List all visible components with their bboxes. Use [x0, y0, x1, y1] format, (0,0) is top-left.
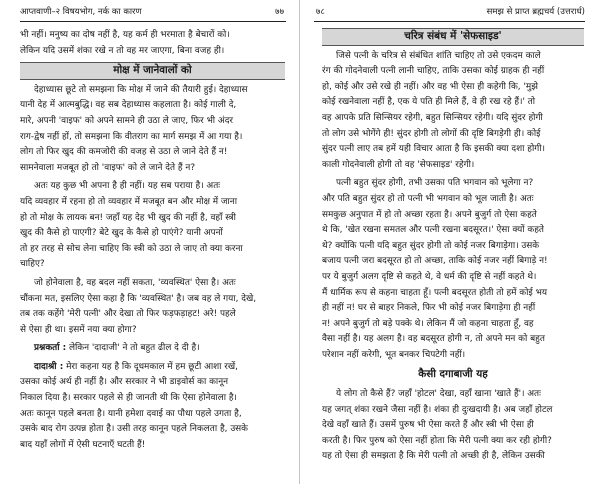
- text-line: लेकिन 'दादाजी' ने तो बहुत ढील दे दी है।: [68, 343, 200, 354]
- text-line: यानी देह में आत्मबुद्धि। वह सब देहाध्यास कहलाता है। कोई गाली दे,: [20, 100, 237, 111]
- left-body: [20, 28, 285, 453]
- text-line: अतः यह कुछ भी अपना है ही नहीं। यह सब पराया है। अतः: [34, 181, 221, 192]
- text-line: वह आपके प्रति सिन्सियर रहेगी, बहुत सिन्सियर रहेगी। यदि सुंदर होगी: [322, 112, 543, 123]
- text-line: तब तक कहेंगे 'मेरी पत्नी' और देखा तो फिर फड़फड़ाहट! अरे! पहले: [20, 309, 236, 320]
- text-line: पर ये बुजुर्ग अलग दृष्टि से कहते थे, वे धर्म की दृष्टि से नहीं कहते थे।: [322, 271, 537, 282]
- right-header-rule: [314, 21, 585, 22]
- dadashri-label: दादाश्री :: [34, 361, 64, 372]
- text-line: मारे, अपनी 'वाइफ' को अपने सामने ही उठा ले जाए, फिर भी अंदर: [20, 115, 234, 126]
- paragraph: [20, 276, 285, 338]
- section-heading: चरित्र संबंध में 'सेफसाइड': [322, 28, 584, 46]
- right-body: [322, 28, 584, 465]
- paragraph: [322, 387, 584, 465]
- text-line: चाहिए?: [20, 259, 45, 270]
- text-line: यह तो ऐसा ही समझता है कि मेरी पत्नी तो अच्छी ही है, लेकिन उसकी: [322, 451, 545, 462]
- text-line: बाद यहाँ लोगों में ऐसी घटनाएँ घटती हैं!: [20, 439, 146, 450]
- paragraph: [322, 49, 584, 174]
- text-line: परेशान नहीं करेगी, भूत बनकर चिपटेगी नहीं।: [322, 349, 466, 360]
- text-line: सुंदर पत्नी लाए तब हमें यही विचार आता है कि इसकी क्या दशा होगी।: [322, 144, 545, 155]
- text-line: खुद की कैसे हो पाएगी? बेटे खुद के कैसे हो पाएंगे? यानी अपनों: [20, 228, 223, 239]
- text-line: से ऐसा ही था। इसमें नया क्या होगा?: [20, 324, 137, 335]
- text-line: तो हर तरह से सोच लेना चाहिए कि स्त्री को उठा ले जाए तो क्या करना: [20, 243, 243, 254]
- questioner-label: प्रश्नकर्ता :: [34, 343, 67, 354]
- text-line: रंग की गोदनेवाली पत्नी लानी चाहिए, ताकि उसका कोई ग्राहक ही नहीं: [322, 66, 545, 77]
- text-line: जो होनेवाला है, वह बदल नहीं सकता, 'व्यवस्थित' ऐसा है। अतः: [34, 277, 236, 288]
- text-line: पत्नी बहुत सुंदर होगी, तभी उसका पति भगवान को भूलेगा न?: [336, 178, 534, 189]
- text-line: और पति बहुत सुंदर हो तो पत्नी भी भगवान को भूल जाती है। अतः: [322, 193, 534, 204]
- text-line: हो, कोई और उसे रखे ही नहीं। और वह भी ऐसा ही कहेगी कि, 'मुझे: [322, 81, 538, 92]
- text-line: काली गोदनेवाली होगी तो वह 'सेफसाइड' रहेगी।: [322, 159, 475, 170]
- text-line: तो लोग उसे भोगेंगे ही! सुंदर होगी तो लोगों की दृष्टि बिगड़ेगी ही। कोई: [322, 128, 541, 139]
- text-line: न! अपने बुजुर्ग तो बड़े पक्के थे। लेकिन मैं जो कहना चाहता हूँ, वह: [322, 318, 534, 329]
- text-line: अतः कानून पहले बनता है। यानी हमेशा दवाई का पौधा पहले उगता है,: [20, 408, 242, 419]
- text-line: कोई रखनेवाला नहीं है, एक ये पति ही मिले हैं, वे ही रख रहे हैं।' तो: [322, 97, 536, 108]
- text-line: ये लोग तो कैसे हैं? जहाँ 'होटल' देखा, वहाँ खाना 'खाते हैं'। अतः: [336, 389, 541, 400]
- text-line: थे कि, 'खेत रखना समतल और पत्नी रखना बदसूरत।' ऐसा क्यों कहते: [322, 225, 544, 236]
- text-line: थे? क्योंकि पत्नी यदि बहुत सुंदर होगी तो कोई नजर बिगाड़ेगा। उसके: [322, 240, 540, 251]
- right-running-head: समझ से प्राप्त ब्रह्मचर्य (उत्तरार्ध): [486, 7, 585, 17]
- text-line: यदि व्यवहार में रहना हो तो व्यवहार में मजबूत बन और मोक्ष में जाना: [20, 196, 238, 207]
- text-line: लेकिन यदि उसमें शंका रखे न तो वह मर जाएगा, बिना वजह ही।: [20, 45, 225, 56]
- text-line: यह जगत् शंका रखने जैसा नहीं है। शंका ही दुःखदायी है। अब जहाँ होटल: [322, 404, 553, 415]
- text-line: सामनेवाला मजबूत हो तो 'वाइफ' को ले जाने देते हैं न?: [20, 162, 196, 173]
- section-heading: मोक्ष में जानेवालों को: [20, 62, 285, 80]
- text-line: हो तो मोक्ष के लायक बन! जहाँ यह देह भी खुद की नहीं है, वहाँ स्त्री: [20, 212, 236, 223]
- text-line: देखे वहाँ खाते हैं। उसमें पुरुष भी ऐसा करते हैं और स्त्री भी ऐसा ही: [322, 420, 534, 431]
- text-line: समकुछ अनुपात में हो तो अच्छा रहता है। अपने बुजुर्ग तो ऐसा कहते: [322, 209, 537, 220]
- text-line: करती है। फिर पुरुष को ऐसा नहीं होता कि मेरी पत्नी क्या कर रही होगी?: [322, 435, 552, 446]
- text-line: राग-द्वेष नहीं हों, तो समझना कि वीतराग का मार्ग समझ में आ गया है।: [20, 131, 243, 142]
- text-line: जिसे पत्नी के चरित्र से संबंधित शांति चाहिए तो उसे एकदम काले: [336, 50, 541, 61]
- text-line: निकाल दिया है। सरकार पहले से ही जानती थी कि ऐसा होनेवाला है।: [20, 393, 237, 404]
- text-line: वैसा नहीं है। यह अलग है। वह बदसूरत होगी न, तो अपने मन को बहुत: [322, 334, 545, 345]
- left-running-head: आप्तवाणी–२ विषयभोग, नर्क का कारण: [20, 7, 142, 17]
- text-line: मेरा कहना यह है कि दूधमकाल में हम छूटी आशा रखें,: [66, 361, 239, 372]
- left-page-number: ७७: [275, 7, 284, 17]
- text-line: बजाय पत्नी जरा बदसूरत हो तो अच्छा, ताकि कोई नजर नहीं बिगाड़े न!: [322, 256, 548, 267]
- dialogue-question: [20, 341, 285, 357]
- paragraph: [20, 83, 285, 177]
- left-header-rule: [20, 21, 286, 22]
- text-line: भी नहीं। मनुष्य का दोष नहीं है, यह कर्म ही भरमाता है बेचारों को।: [20, 30, 230, 40]
- dialogue-answer: [20, 360, 285, 454]
- text-line: ही नहीं न! घर से बाहर निकले, फिर भी कोई नजर बिगाड़ेगा ही नहीं: [322, 303, 536, 314]
- text-line: उसका कोई अर्थ ही नहीं है। और सरकार ने भी डाइवोर्स का कानून: [20, 377, 229, 388]
- text-line: मैं धार्मिक रूप से कहना चाहता हूँ। पत्नी बदसूरत होती तो हमें कोई भय: [322, 287, 547, 298]
- right-page: [300, 0, 599, 484]
- right-page-number: ७८: [316, 7, 325, 17]
- text-line: चौंकना मत, इसलिए ऐसा कहा है कि 'व्यवस्थित' है। जब वह ले गया, देखे,: [20, 293, 257, 304]
- text-line: देहाध्यास छूटे तो समझना कि मोक्ष में जाने की तैयारी हुई। देहाध्यास: [34, 84, 248, 95]
- paragraph: [322, 176, 584, 363]
- text-line: उसके बाद रोग उत्पन्न होता है। उसी तरह कानून पहले निकलता है, उसके: [20, 424, 248, 435]
- paragraph: [20, 179, 285, 273]
- section-heading: कैसी दगाबाजी यह: [418, 368, 488, 381]
- text-line: लोग तो फिर खुद की कमजोरी की वजह से उठा ले जाने देते हैं न!: [20, 147, 228, 158]
